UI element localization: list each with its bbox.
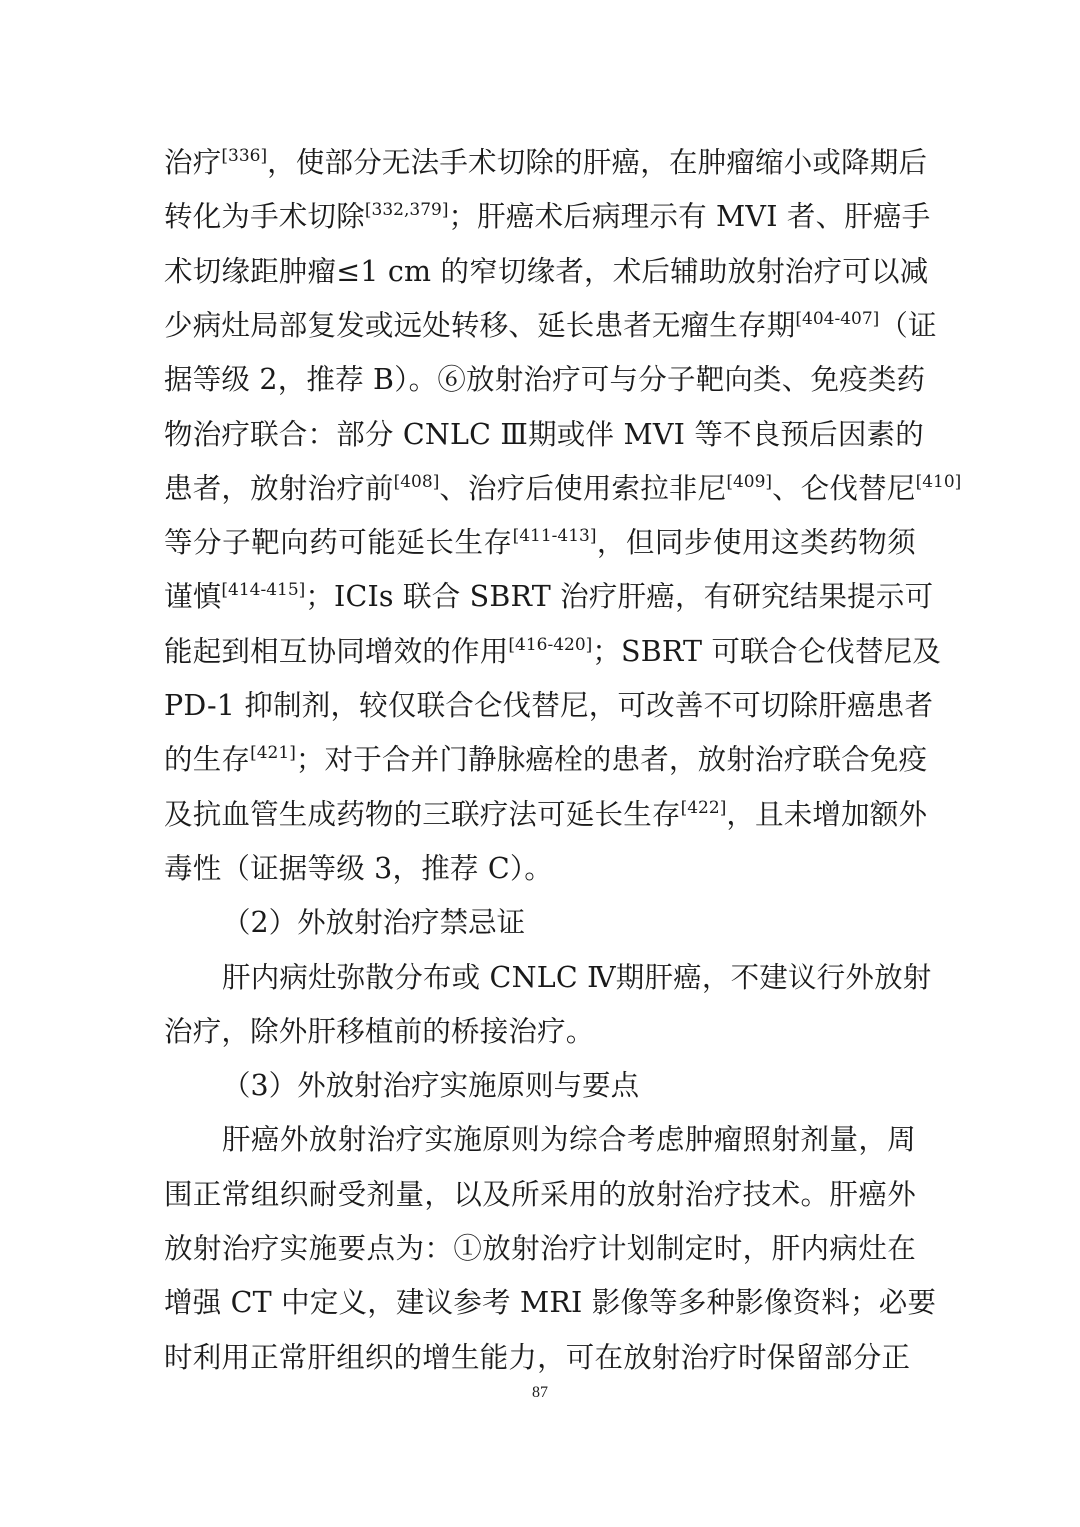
text-line xyxy=(164,1175,916,1215)
text-segment: 谨慎 xyxy=(164,580,222,614)
text-segment: 围正常组织耐受剂量，以及所采用的放射治疗技术。肝癌外 xyxy=(164,1177,916,1211)
text-line xyxy=(164,632,942,672)
text-line xyxy=(164,1012,595,1052)
text-segment: 能起到相互协同增效的作用 xyxy=(164,634,509,668)
text-segment: （证 xyxy=(879,308,937,342)
text-line xyxy=(164,740,928,780)
text-line xyxy=(164,849,553,889)
citation-reference: [408] xyxy=(393,471,440,492)
page-number: 87 xyxy=(532,1384,548,1401)
text-line xyxy=(164,1229,916,1269)
text-segment: ；肝癌术后病理示有 MVI 者、肝癌手 xyxy=(448,200,931,234)
section-heading: （3）外放射治疗实施原则与要点 xyxy=(222,1069,640,1103)
text-segment: PD-1 抑制剂，较仅联合仑伐替尼，可改善不可切除肝癌患者 xyxy=(164,689,934,722)
text-line xyxy=(164,577,934,617)
text-line xyxy=(164,306,937,346)
text-segment: 转化为手术切除 xyxy=(164,200,365,234)
text-segment: 患者，放射治疗前 xyxy=(164,471,394,505)
text-segment: 物治疗联合：部分 CNLC Ⅲ期或伴 MVI 等不良预后因素的 xyxy=(164,417,924,451)
citation-reference: [332,379] xyxy=(364,200,449,221)
text-segment: 肝内病灶弥散分布或 CNLC Ⅳ期肝癌，不建议行外放射 xyxy=(222,960,932,994)
text-segment: 肝癌外放射治疗实施原则为综合考虑肿瘤照射剂量，周 xyxy=(222,1123,916,1157)
text-segment: 及抗血管生成药物的三联疗法可延长生存 xyxy=(164,797,681,831)
citation-reference: [409] xyxy=(726,471,773,492)
text-line xyxy=(164,1338,910,1378)
text-segment: 治疗 xyxy=(164,146,222,179)
citation-reference: [422] xyxy=(680,797,727,818)
text-segment: ；ICIs 联合 SBRT 治疗肝癌，有研究结果提示可 xyxy=(305,580,934,614)
text-segment: 据等级 2，推荐 B）。⑥放射治疗可与分子靶向类、免疫类药 xyxy=(164,363,926,397)
text-segment: 治疗，除外肝移植前的桥接治疗。 xyxy=(164,1014,595,1048)
text-segment: ，且未增加额外 xyxy=(726,797,928,831)
text-segment: ，使部分无法手术切除的肝癌，在肿瘤缩小或降期后 xyxy=(267,146,928,179)
citation-reference: [421] xyxy=(250,743,296,764)
citation-reference: [411-413] xyxy=(512,526,597,547)
text-segment: ；对于合并门静脉癌栓的患者，放射治疗联合免疫 xyxy=(295,743,928,777)
text-line xyxy=(164,252,929,292)
citation-reference: [410] xyxy=(915,471,962,492)
text-segment: 等分子靶向药可能延长生存 xyxy=(164,526,513,560)
text-segment: ；SBRT 可联合仑伐替尼及 xyxy=(592,634,942,668)
citation-reference: [336] xyxy=(221,146,268,166)
citation-reference: [416-420] xyxy=(508,634,593,655)
text-line xyxy=(222,958,932,998)
text-segment: 少病灶局部复发或远处转移、延长患者无瘤生存期 xyxy=(164,308,796,342)
text-line xyxy=(164,523,916,563)
text-segment: 毒性（证据等级 3，推荐 C）。 xyxy=(164,851,554,885)
text-line xyxy=(164,1283,937,1323)
section-heading: （2）外放射治疗禁忌证 xyxy=(222,906,526,940)
text-line xyxy=(164,686,934,726)
text-segment: 时利用正常肝组织的增生能力，可在放射治疗时保留部分正 xyxy=(164,1340,911,1374)
text-line xyxy=(222,1120,916,1160)
text-line xyxy=(164,197,931,237)
text-segment: 增强 CT 中定义，建议参考 MRI 影像等多种影像资料；必要 xyxy=(164,1286,937,1320)
text-line xyxy=(164,469,962,509)
text-segment: ，但同步使用这类药物须 xyxy=(596,526,917,560)
text-segment: 、仑伐替尼 xyxy=(772,471,916,505)
text-segment: 术切缘距肿瘤≤1 cm 的窄切缘者，术后辅助放射治疗可以减 xyxy=(164,254,929,288)
text-segment: 放射治疗实施要点为：①放射治疗计划制定时，肝内病灶在 xyxy=(164,1232,916,1265)
citation-reference: [414-415] xyxy=(221,580,306,601)
citation-reference: [404-407] xyxy=(795,308,880,329)
text-line xyxy=(164,795,928,835)
text-segment: 的生存 xyxy=(164,743,251,777)
text-line xyxy=(164,360,926,400)
text-segment: 、治疗后使用索拉非尼 xyxy=(439,471,727,505)
text-line xyxy=(164,143,928,183)
text-line xyxy=(164,415,924,455)
